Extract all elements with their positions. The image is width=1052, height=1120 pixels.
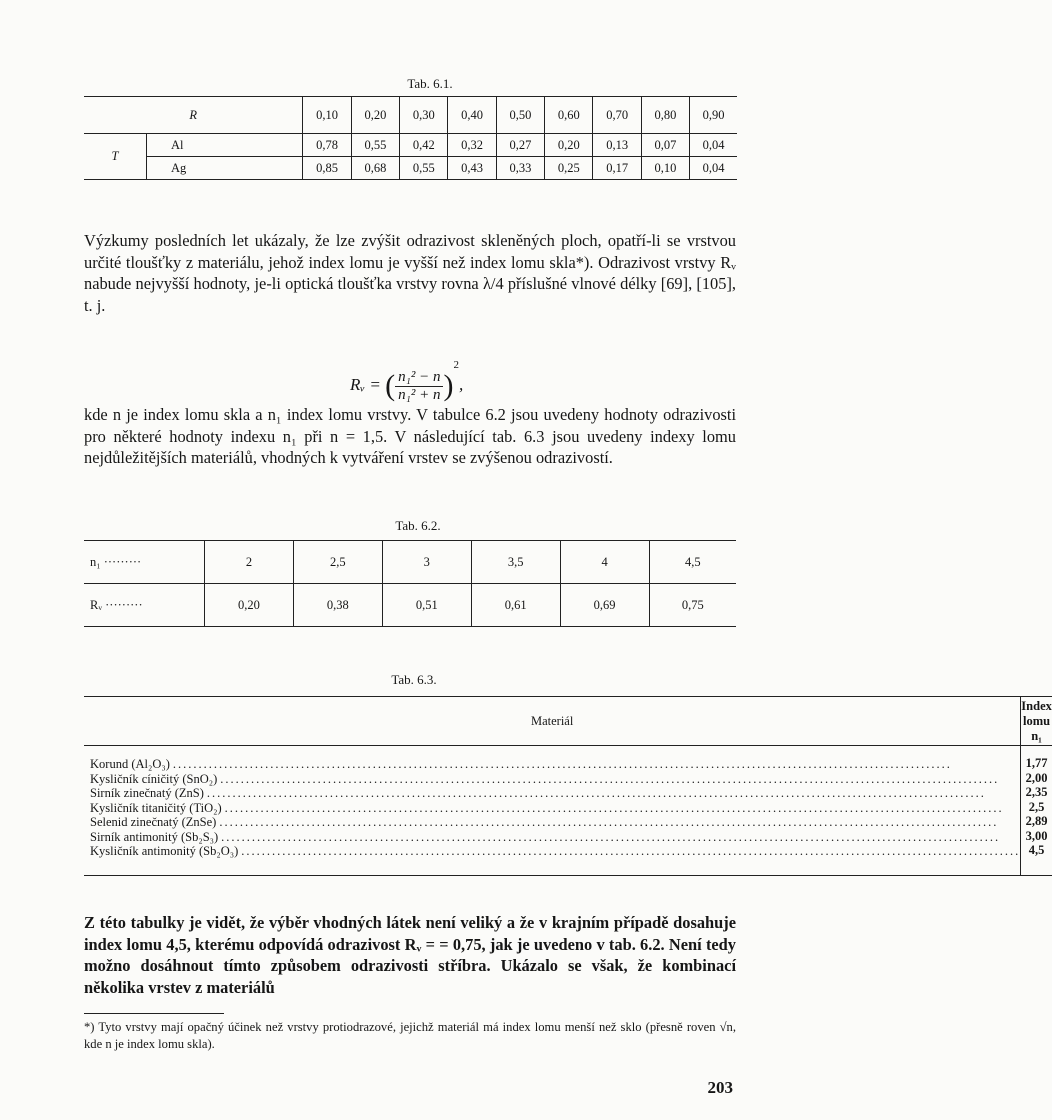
table-cell: 2,5 <box>293 541 382 584</box>
index-value: 2,00 <box>1025 770 1048 785</box>
formula-numerator: n₁² − n <box>395 369 443 387</box>
footnote-rule <box>84 1013 224 1014</box>
table-cell: 0,10 <box>641 157 689 180</box>
table-cell: 0,10 <box>303 97 351 134</box>
table-cell: 0,90 <box>690 97 737 134</box>
table-cell: 0,20 <box>351 97 399 134</box>
formula-fraction <box>395 369 443 404</box>
index-list <box>1021 746 1052 876</box>
page-number: 203 <box>707 1078 733 1097</box>
table-row <box>84 157 737 180</box>
header-material: Materiál <box>84 697 1021 746</box>
list-item: Sirník antimonitý (Sb₂S₃) ..... <box>90 830 1020 845</box>
table-row <box>84 746 1052 876</box>
table-6-2-caption: Tab. 6.2. <box>395 518 441 533</box>
table-cell: 0,04 <box>690 157 737 180</box>
table-cell: 2 <box>205 541 294 584</box>
table-cell: 0,17 <box>593 157 641 180</box>
table-cell: 0,61 <box>471 584 560 627</box>
formula-paren-close: ) <box>443 369 454 403</box>
index-value: 2,35 <box>1025 785 1048 799</box>
table-cell: 0,51 <box>382 584 471 627</box>
table-row <box>84 541 736 584</box>
row-label-rv: Rᵥ ········· <box>84 584 205 627</box>
table-6-1-caption: Tab. 6.1. <box>407 76 453 91</box>
index-value: 2,89 <box>1025 814 1048 828</box>
table-cell: 0,78 <box>303 134 351 157</box>
table-cell: 0,80 <box>641 97 689 134</box>
table-cell: 0,43 <box>448 157 496 180</box>
table-cell: 0,38 <box>293 584 382 627</box>
table-cell: 0,85 <box>303 157 351 180</box>
list-item: Korund (Al₂O₃) ..... <box>90 757 1020 772</box>
list-item: Kysličník cíničitý (SnO₂) ..... <box>90 772 1020 787</box>
table-row <box>84 697 1052 746</box>
table-6-3 <box>84 696 1052 876</box>
table-cell: 0,27 <box>496 134 544 157</box>
group-label-t: T <box>84 134 147 180</box>
index-value: 1,77 <box>1025 756 1048 770</box>
formula-paren-open: ( <box>385 369 396 403</box>
row-label-ag: Ag <box>147 157 303 180</box>
footnote: *) Tyto vrstvy mají opačný účinek než vrstvy protiodrazové, jejichž materiál má index lomu menší než sklo (přesně roven √n, kde n je index lomu skla). <box>84 1020 736 1051</box>
table-6-3-caption: Tab. 6.3. <box>391 672 437 687</box>
list-item: Sirník zinečnatý (ZnS) ..... <box>90 786 1020 801</box>
table-cell: 0,30 <box>400 97 448 134</box>
table-cell: 0,25 <box>545 157 593 180</box>
table-cell: 0,40 <box>448 97 496 134</box>
row-label-al: Al <box>147 134 303 157</box>
list-item: Kysličník antimonitý (Sb₂O₃) ..... <box>90 844 1020 859</box>
table-cell: 0,75 <box>649 584 736 627</box>
table-cell: 0,42 <box>400 134 448 157</box>
table-cell: 0,70 <box>593 97 641 134</box>
table-cell: 0,20 <box>205 584 294 627</box>
table-cell: 0,04 <box>690 134 737 157</box>
index-value: 4,5 <box>1028 843 1045 857</box>
formula-exponent: 2 <box>453 359 459 371</box>
formula-lhs: Rᵥ = <box>350 375 381 394</box>
table-cell: 0,33 <box>496 157 544 180</box>
table-cell: 3,5 <box>471 541 560 584</box>
header-index: Index lomu n₁ <box>1021 697 1052 746</box>
formula-denominator: n₁² + n <box>398 386 441 403</box>
paragraph-3: Z této tabulky je vidět, že výběr vhodných látek není veliký a že v krajním případě dosahuje index lomu 4,5, kterému odpovídá odrazivost Rᵥ = = 0,75, jak je uvedeno v tab. 6.2. Není tedy možno dosáhnout tímto způsobem odrazivosti stříbra. Ukázalo se však, že kombinací několika vrstev z materiálů <box>84 913 736 997</box>
table-cell: 0,55 <box>351 134 399 157</box>
table-cell: 0,32 <box>448 134 496 157</box>
row-label-n1: n₁ ········· <box>90 554 142 569</box>
reflectance-formula <box>350 359 463 404</box>
table-cell: 0,13 <box>593 134 641 157</box>
table-cell: 0,07 <box>641 134 689 157</box>
paragraph-2: kde n je index lomu skla a n₁ index lomu vrstvy. V tabulce 6.2 jsou uvedeny hodnoty odrazivosti pro některé hodnoty indexu n₁ při n = 1,5. V následující tab. 6.3 jsou uvedeny indexy lomu nejdůležitějších materiálů, vhodných k vytváření vrstev se zvýšenou odrazivostí. <box>84 405 736 467</box>
table-cell: 0,20 <box>545 134 593 157</box>
table-row <box>84 584 736 627</box>
table-cell: 0,60 <box>545 97 593 134</box>
list-item: Kysličník titaničitý (TiO₂) ..... <box>90 801 1020 816</box>
table-cell: 0,55 <box>400 157 448 180</box>
table-row <box>84 134 737 157</box>
material-list <box>84 746 1021 876</box>
table-cell: 0,68 <box>351 157 399 180</box>
index-value: 3,00 <box>1025 828 1048 843</box>
formula-trail: , <box>458 375 464 394</box>
table-6-2 <box>84 540 736 627</box>
table-cell: 0,50 <box>496 97 544 134</box>
index-value: 2,5 <box>1028 799 1045 814</box>
table-cell: 4 <box>560 541 649 584</box>
table-cell: 3 <box>382 541 471 584</box>
paragraph-1: Výzkumy posledních let ukázaly, že lze zvýšit odrazivost skleněných ploch, opatří-li se vrstvou určité tloušťky z materiálu, jehož index lomu je vyšší než index lomu skla*). Odrazivost vrstvy Rᵥ nabude nejvyšší hodnoty, je-li optická tloušťka vrstvy rovna λ/4 příslušné vlnové délky [69], [105], t. j. <box>84 231 736 315</box>
table-cell: 4,5 <box>649 541 736 584</box>
table-6-1 <box>84 96 737 180</box>
row-label-r: R <box>189 107 198 122</box>
list-item: Selenid zinečnatý (ZnSe) ..... <box>90 815 1020 830</box>
table-cell: 0,69 <box>560 584 649 627</box>
table-row <box>84 97 737 134</box>
